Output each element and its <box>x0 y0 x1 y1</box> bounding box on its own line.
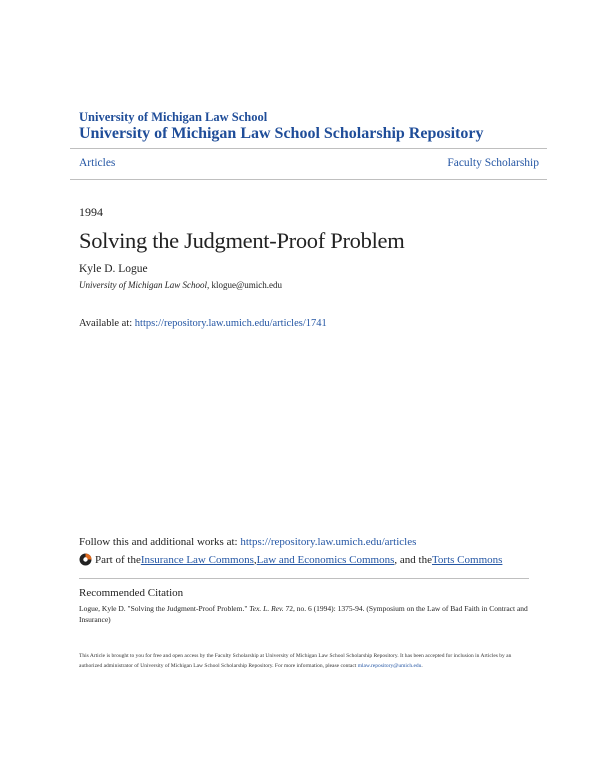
notice-text: This Article is brought to you for free and open access by the Faculty Scholarship at University of Michigan Law School Scholarship Repository. It has been accepted for inclusion in Articles by an authorized administrator of University of Michigan Law School Scholarship Repository. For more information, please contact <box>79 653 512 669</box>
citation-text <box>79 603 539 625</box>
network-icon <box>79 553 92 566</box>
faculty-scholarship-link[interactable]: Faculty Scholarship <box>447 157 539 169</box>
institution-name[interactable]: University of Michigan Law School <box>79 110 268 124</box>
access-notice <box>79 651 529 671</box>
law-economics-commons-link[interactable]: Law and Economics Commons <box>256 553 395 566</box>
availability-line <box>79 318 327 329</box>
author-affiliation <box>79 280 282 290</box>
affiliation-school: University of Michigan Law School <box>79 280 207 290</box>
follow-label: Follow this and additional works at: <box>79 536 241 548</box>
citation-before: Logue, Kyle D. "Solving the Judgment-Proof Problem." <box>79 604 250 613</box>
divider-nav <box>70 179 547 180</box>
part-of-sep1: , <box>253 553 257 566</box>
notice-end: . <box>421 663 423 669</box>
follow-line <box>79 536 416 548</box>
author-name: Kyle D. Logue <box>79 263 148 275</box>
repository-name[interactable]: University of Michigan Law School Scholarship Repository <box>79 125 484 142</box>
torts-commons-link[interactable]: Torts Commons <box>431 553 503 566</box>
contact-email-link[interactable]: mlaw.repository@umich.edu <box>357 663 422 669</box>
insurance-law-commons-link[interactable]: Insurance Law Commons <box>140 553 254 566</box>
availability-label: Available at: <box>79 318 135 329</box>
part-of-prefix: Part of the <box>95 553 141 566</box>
affiliation-email: , klogue@umich.edu <box>207 280 283 290</box>
follow-url[interactable]: https://repository.law.umich.edu/articles <box>240 536 417 548</box>
document-title: Solving the Judgment-Proof Problem <box>79 228 405 253</box>
citation-journal: Tex. L. Rev. <box>249 604 284 613</box>
articles-link[interactable]: Articles <box>79 157 116 169</box>
divider-top <box>70 148 547 149</box>
repository-header <box>79 110 549 144</box>
part-of-sep2: , and the <box>394 553 432 566</box>
divider-citation <box>79 578 529 579</box>
part-of-line <box>79 553 502 566</box>
citation-after: 72, no. 6 (1994): 1375-94. (Symposium on the Law of Bad Faith in Contract and Insurance) <box>79 604 528 624</box>
citation-heading: Recommended Citation <box>79 587 184 599</box>
publication-year: 1994 <box>79 205 103 219</box>
availability-url[interactable]: https://repository.law.umich.edu/articles/1741 <box>134 318 327 329</box>
